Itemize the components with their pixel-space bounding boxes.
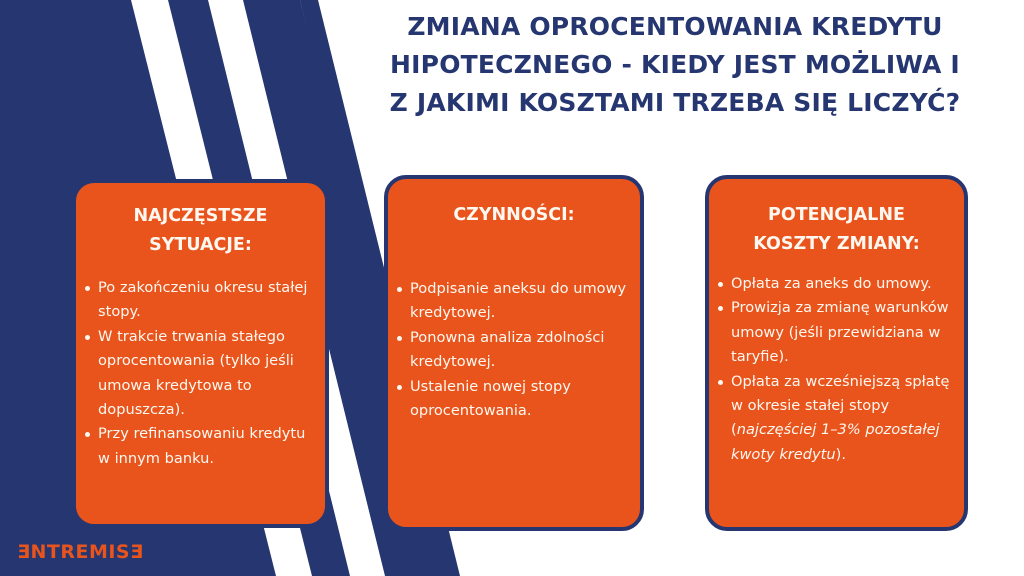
card-heading-line: KOSZTY ZMIANY: <box>753 234 920 254</box>
list-item: Ustalenie nowej stopy oprocentowania. <box>410 375 634 424</box>
list-item-text: Opłata za wcześniejszą spłatę w okresie stałej stopy ( <box>731 372 950 439</box>
title-line-3: Z JAKIMI KOSZTAMI TRZEBA SIĘ LICZYĆ? <box>389 88 961 117</box>
card-heading <box>709 179 964 259</box>
card-heading <box>388 179 640 230</box>
list-item: Przy refinansowaniu kredytu w innym banku. <box>98 422 319 471</box>
bullet-list <box>709 272 964 467</box>
logo-text: NTREMIS <box>30 541 131 563</box>
title-line-2: HIPOTECZNEGO - KIEDY JEST MOŻLIWA I <box>390 50 960 79</box>
card-heading-line: NAJCZĘSTSZE <box>133 206 268 226</box>
title-line-1: ZMIANA OPROCENTOWANIA KREDYTU <box>407 12 943 41</box>
list-item <box>731 370 958 468</box>
list-item-italic-note: najczęściej 1–3% pozostałej kwoty kredytu <box>731 421 940 463</box>
card-heading-line: SYTUACJE: <box>149 235 252 255</box>
brand-logo <box>17 541 144 563</box>
list-item: Po zakończeniu okresu stałej stopy. <box>98 276 319 325</box>
card-heading-line: CZYNNOŚCI: <box>453 205 575 225</box>
list-item: Podpisanie aneksu do umowy kredytowej. <box>410 277 634 326</box>
card-actions <box>384 175 644 531</box>
logo-mirrored-letter: E <box>17 541 31 563</box>
list-item-text: ). <box>835 445 846 463</box>
list-item: Ponowna analiza zdolności kredytowej. <box>410 326 634 375</box>
bullet-list <box>388 277 640 423</box>
card-common-situations <box>72 179 329 528</box>
bullet-list <box>76 276 325 471</box>
list-item: Prowizja za zmianę warunków umowy (jeśli przewidziana w taryfie). <box>731 296 958 369</box>
card-potential-costs <box>705 175 968 531</box>
list-item: Opłata za aneks do umowy. <box>731 272 958 296</box>
card-heading <box>76 183 325 260</box>
logo-mirrored-letter: E <box>130 541 144 563</box>
page-title <box>372 8 978 122</box>
card-heading-line: POTENCJALNE <box>768 205 905 225</box>
list-item: W trakcie trwania stałego oprocentowania (tylko jeśli umowa kredytowa to dopuszcza). <box>98 325 319 423</box>
